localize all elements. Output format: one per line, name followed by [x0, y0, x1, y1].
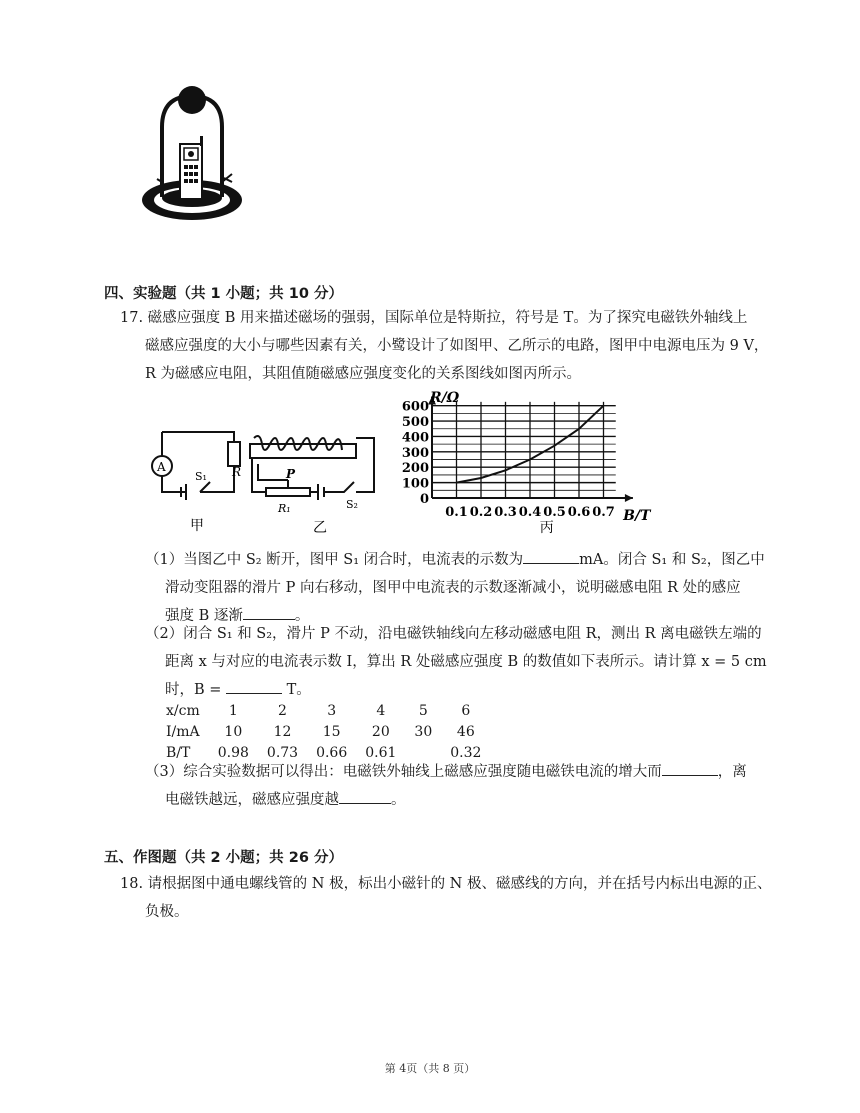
- table-cell: 2: [278, 702, 287, 719]
- table-cell: 0.66: [316, 744, 348, 761]
- bell-jar-phone-illustration: [140, 82, 250, 232]
- table-cell: 0.61: [365, 744, 397, 761]
- jia-label: 甲: [190, 518, 204, 534]
- table-cell: 46: [456, 723, 475, 740]
- table-cell: 10: [224, 723, 243, 740]
- question-18-stem: [120, 870, 780, 926]
- y-tick-label: 300: [401, 445, 429, 461]
- r-vs-b-chart: [392, 380, 652, 538]
- r-label: R: [232, 465, 242, 479]
- x-tick-label: 0.7: [592, 505, 615, 520]
- sub-question-3: [145, 758, 785, 814]
- row-header-cell: I/mA: [166, 723, 200, 740]
- y-axis-label: R/Ω: [430, 390, 460, 406]
- x-axis-label: B/T: [623, 508, 651, 524]
- sub1-text-a: （1）当图乙中 S₂ 断开，图甲 S₁ 闭合时，电流表的示数为: [145, 552, 524, 568]
- x-tick-label: 0.4: [518, 505, 542, 520]
- table-cell: 1: [228, 702, 238, 719]
- blank-b-trend[interactable]: [243, 605, 295, 620]
- row-header-cell: B/T: [166, 744, 191, 761]
- q17-line-2: 磁感应强度的大小与哪些因素有关，小鹭设计了如图甲、乙所示的电路，图甲中电源电压为 9 V，: [145, 338, 769, 354]
- sub1-text-b: mA。闭合 S₁ 和 S₂，图乙中: [579, 552, 765, 568]
- s2-label: S₂: [346, 498, 358, 511]
- sub-question-1: [145, 546, 785, 630]
- y-tick-label: 400: [401, 430, 429, 446]
- row-header-cell: x/cm: [166, 702, 200, 719]
- sub3-text-c: 电磁铁越远，磁感应强度越: [165, 792, 339, 808]
- table-cell: 30: [414, 723, 433, 740]
- origin-label: 0: [419, 492, 429, 507]
- sub1-text-e: 。: [294, 608, 310, 624]
- bing-label: 丙: [539, 520, 554, 536]
- page-footer: 第 4页（共 8 页）: [384, 1062, 476, 1075]
- question-17-stem: [120, 304, 780, 388]
- sub3-text-b: ，离: [717, 764, 747, 780]
- section-5-heading: 五、作图题（共 2 小题；共 26 分）: [104, 850, 343, 866]
- y-tick-label: 200: [401, 461, 429, 477]
- blank-b-vs-current[interactable]: [662, 761, 718, 776]
- yi-label: 乙: [313, 520, 327, 536]
- data-table: [166, 700, 490, 763]
- sub2-text-c: 时，B =: [165, 682, 222, 698]
- blank-b-value[interactable]: [226, 679, 282, 694]
- table-cell: 0.73: [266, 744, 299, 761]
- table-row: [166, 700, 490, 721]
- table-cell: 15: [322, 723, 341, 740]
- x-tick-label: 0.6: [567, 505, 591, 520]
- r1-label: R₁: [278, 502, 291, 515]
- blank-b-vs-distance[interactable]: [339, 789, 391, 804]
- sub-question-2: [145, 620, 785, 704]
- blank-current-ma[interactable]: [523, 549, 579, 564]
- x-axis-arrow: [625, 494, 633, 502]
- sub2-text-d: T。: [286, 682, 311, 698]
- sub1-text-c: 滑动变阻器的滑片 P 向右移动，图甲中电流表的示数逐渐减小，说明磁感电阻 R 处的感应: [165, 580, 741, 596]
- x-tick-label: 0.2: [469, 505, 493, 520]
- y-tick-label: 100: [401, 476, 429, 492]
- circuit-figures: [148, 420, 393, 540]
- s1-label: S₁: [195, 470, 207, 483]
- sub3-text-d: 。: [391, 792, 406, 808]
- q17-line-1: 17. 磁感应强度 B 用来描述磁场的强弱，国际单位是特斯拉，符号是 T。为了探究电磁铁外轴线上: [120, 310, 748, 326]
- x-tick-label: 0.5: [543, 505, 566, 520]
- sub2-text-a: （2）闭合 S₁ 和 S₂，滑片 P 不动，沿电磁铁轴线向左移动磁感电阻 R，测出 R 离电磁铁左端的: [145, 626, 762, 642]
- table-cell: 20: [371, 723, 390, 740]
- q17-line-3: R 为磁感应电阻，其阻值随磁感应强度变化的关系图线如图丙所示。: [145, 366, 582, 382]
- y-tick-label: 600: [401, 399, 429, 415]
- section-4-heading: 四、实验题（共 1 小题；共 10 分）: [104, 286, 343, 302]
- ammeter-label: A: [157, 460, 166, 474]
- table-cell: 5: [418, 702, 428, 719]
- table-cell: 0.98: [217, 744, 249, 761]
- circuit-yi: [250, 436, 374, 500]
- x-tick-label: 0.3: [494, 505, 517, 520]
- table-cell: 6: [461, 702, 471, 719]
- table-cell: 12: [273, 723, 292, 740]
- sub2-text-b: 距离 x 与对应的电流表示数 I，算出 R 处磁感应强度 B 的数值如下表所示。请计算 x = 5 cm: [165, 654, 767, 670]
- table-row: [166, 721, 490, 742]
- q18-line-2: 负极。: [145, 904, 189, 920]
- sub1-text-d: 强度 B 逐渐: [165, 608, 243, 624]
- sub3-text-a: （3）综合实验数据可以得出：电磁铁外轴线上磁感应强度随电磁铁电流的增大而: [145, 764, 662, 780]
- p-label: P: [286, 467, 296, 481]
- table-cell: 0.32: [450, 744, 482, 761]
- x-tick-label: 0.1: [445, 505, 468, 520]
- q18-line-1: 18. 请根据图中通电螺线管的 N 极，标出小磁针的 N 极、磁感线的方向，并在括号内标出电源的正、: [120, 876, 772, 892]
- y-tick-label: 500: [401, 415, 429, 431]
- table-cell: 4: [376, 702, 386, 719]
- table-cell: 3: [327, 702, 337, 719]
